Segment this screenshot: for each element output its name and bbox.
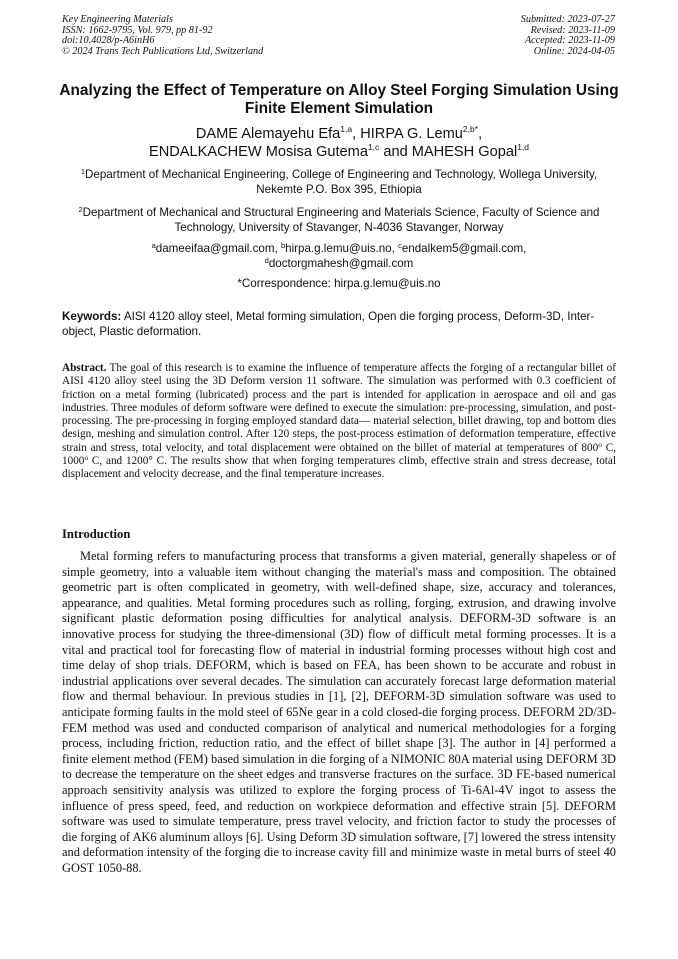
author-affiliation-mark: 1,c	[367, 142, 380, 152]
affiliation-text: Department of Mechanical Engineering, College of Engineering and Technology, Wollega University, Nekemte P.O. Box 395, Ethiopia	[85, 168, 598, 196]
affiliation-2	[55, 205, 623, 235]
author-name: MAHESH Gopal	[411, 144, 518, 160]
email-mark: a	[151, 241, 156, 250]
author-name: DAME Alemayehu Efa	[195, 126, 341, 142]
abstract-text: The goal of this research is to examine the influence of temperature affects the forging of a rectangular billet of AISI 4120 alloy steel using the 3D Deform version 11 software. The simulation was performed with 0.3 coefficient of friction on a metal forming (lubricated) process and the part is intended for application in aerospace and oil and gas industries. Three modules of deform software were defined to execute the simulation: pre-processing, simulation, and post-processing. The pre-processing in forging employed standard data— material selection, billet drawing, top and bottom dies design, meshing and simulation control. After 120 steps, the post-process estimation of deformation temperature, effective strain and stress, total velocity, and total displacement were obtained on the billet of material at temperatures of	[62, 362, 616, 454]
abstract-temp: 800	[581, 441, 599, 454]
email-link[interactable]: doctorgmahesh@gmail.com	[268, 257, 414, 270]
affiliation-number: 2	[78, 205, 83, 214]
online-date: Online: 2024-04-05	[533, 45, 615, 57]
email-link[interactable]: endalkem5@gmail.com	[401, 242, 524, 255]
submitted-date: Submitted: 2023-07-27	[520, 14, 615, 25]
correspondence-line: *Correspondence: hirpa.g.lemu@uis.no	[237, 277, 441, 290]
copyright-line: © 2024 Trans Tech Publications Ltd, Switzerland	[62, 45, 264, 57]
abstract-block	[62, 362, 616, 482]
author-emails: $^a$dameeifaa@gmail.com, $^b$hirpa.g.lemu@uis.no, $^c$endalkem5@gmail.com, $^d$doctorgmahesh@gmail.com	[151, 241, 527, 270]
degree-mark: °	[148, 455, 153, 468]
email-mark: c	[398, 241, 402, 250]
abstract-label: Abstract.	[62, 362, 107, 374]
paper-title: Analyzing the Effect of Temperature on Alloy Steel Forging Simulation Using Finite Element Simulation	[59, 82, 619, 117]
email-link[interactable]: hirpa.g.lemu@uis.no	[285, 242, 392, 255]
email-mark: d	[264, 256, 269, 265]
accepted-date: Accepted: 2023-11-09	[524, 35, 615, 47]
author-affiliation-mark: 1,a	[340, 124, 353, 134]
email-link[interactable]: dameeifaa@gmail.com	[155, 242, 275, 255]
degree-mark: o	[598, 439, 602, 449]
abstract-text-end: C. The results show that when forging temperatures climb, effective strain and stress decrease, total displacement and velocity decrease, and the final temperature increases.	[62, 455, 616, 481]
author-name: ENDALKACHEW Mosisa Gutema	[148, 144, 368, 160]
section-heading-introduction: Introduction	[62, 527, 131, 541]
author-affiliation-mark: 2,b*	[462, 124, 479, 134]
affiliation-1	[70, 167, 608, 197]
keywords-block	[62, 309, 616, 339]
affiliation-text: Department of Mechanical and Structural Engineering and Materials Science, Faculty of Science and Technology, University of Stavanger, N-4036 Stavanger, Norway	[82, 206, 600, 234]
keywords-text: AISI 4120 alloy steel, Metal forming simulation, Open die forging process, Deform-3D, Inter-object, Plastic deformation.	[62, 310, 595, 338]
journal-name: Key Engineering Materials	[62, 14, 173, 25]
abstract-temp: C, 1000	[62, 441, 616, 468]
doi-line[interactable]: doi:10.4028/p-A6inH6	[62, 35, 155, 47]
journal-header-right	[521, 15, 615, 57]
introduction-paragraph: Metal forming refers to manufacturing process that transforms a given material, generally shapeless or of simple geometry, into a valuable item without changing the material's mass and composition. The obtained geometric part is often complicated in geometry, with well-defined shape, size, accuracy and tolerances, appearance, and qualities. Metal forming procedures such as rolling, forging, extrusion, and drawing involve significant plastic deformation posing difficulties for analytical analysis. DEFORM-3D software is an innovative process for studying the three-dimensional (3D) flow of difficult metal forming processes. It is a vital and practical tool for forecasting flow of material in industrial forming processes without high cost and time delay of shop trials. DEFORM, which is based on FEA, has been shown to be accurate and robust in industrial applications over several decades. The simulation can accurately forecast large deformation material flow and thermal behaviour. In previous studies in [1], [2], DEFORM-3D simulation software was used to anticipate forming faults in the mold steel of 65Ne gear in a cold closed-die forging process. DEFORM 2D/3D-FEM method was used and conducted comparison of analytical and numerical methodologies for a forging process, including friction, reduction ratio, and the effect of billet shape [3]. The author in [4] performed a finite element method (FEM) based simulation in die forging of a NIMONIC 80A material using DEFORM 3D to decrease the temperature on the sheet edges and transverse fractures on the surface. 3D FE-based numerical approach sensitivity analysis was utilized to explore the forging process of Ti-6Al-4V ingot to assess the influence of press speed, feed, and reduction on workpiece deformation and effective strain [5]. DEFORM software was used to simulate temperature, press travel velocity, and friction factor to study the processes of die forging of AK6 aluminum alloys [6]. Using Deform 3D simulation software, [7] lowered the stress intensity and deformation intensity of the forging die to increase cavity fill and minimize waste in metal burrs of steel 40 GOST 1050-88.	[62, 549, 616, 875]
journal-header-left	[62, 15, 263, 57]
abstract-temp: C, and 1200	[88, 455, 149, 468]
keywords-label: Keywords:	[62, 310, 122, 323]
author-name: HIRPA G. Lemu	[360, 126, 463, 142]
email-mark: b	[280, 241, 286, 250]
affiliation-number: 1	[80, 167, 86, 176]
issn-line: ISSN: 1662-9795, Vol. 979, pp 81-92	[62, 24, 213, 36]
revised-date: Revised: 2023-11-09	[530, 24, 615, 36]
degree-mark: o	[84, 453, 89, 463]
author-affiliation-mark: 1,d	[517, 142, 530, 152]
author-list: DAME Alemayehu Efa$^{1,a}$, HIRPA G. Lemu$^{2,b*}$, ENDALKACHEW Mosisa Gutema$^{1,c}$ and MAHESH Gopal$^{1,d}$	[148, 124, 530, 160]
